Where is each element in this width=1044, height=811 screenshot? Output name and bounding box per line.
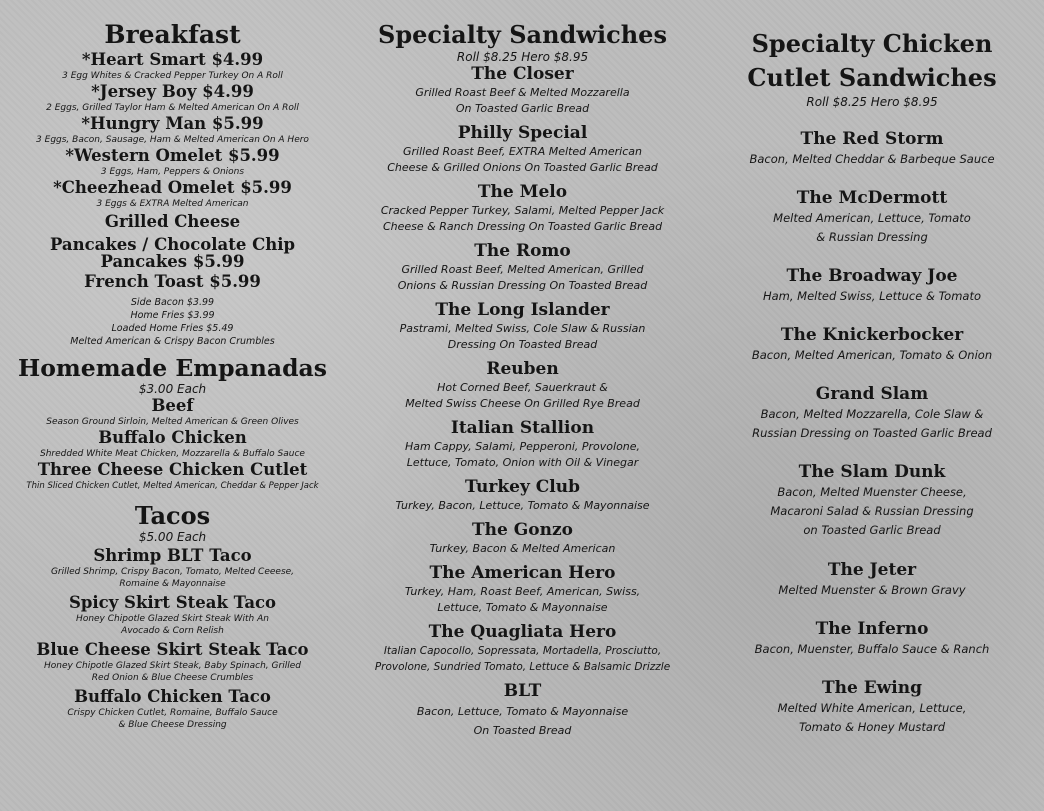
menu-item [700, 383, 1044, 443]
menu-item [0, 114, 345, 146]
item-name: *Jersey Boy $4.99 [91, 82, 254, 101]
menu-item [0, 460, 345, 492]
sandwiches-price: Roll $8.25 Hero $8.95 [456, 50, 589, 64]
sandwiches-title: Specialty Sandwiches [378, 20, 667, 49]
item-description: Thin Sliced Chicken Cutlet, Melted American, Cheddar & Pepper Jack [26, 481, 319, 491]
menu-item [0, 146, 345, 178]
menu-item [700, 128, 1044, 169]
item-name: French Toast $5.99 [84, 272, 261, 291]
item-name: The Gonzo [472, 520, 573, 540]
item-description: 3 Egg Whites & Cracked Pepper Turkey On A Roll [62, 71, 283, 81]
menu-item [0, 50, 345, 82]
menu-item [345, 563, 700, 616]
item-name: BLT [503, 681, 542, 701]
cutlets-title-line1: Specialty Chicken [751, 29, 993, 58]
item-description: Ham, Melted Swiss, Lettuce & Tomato [762, 289, 982, 303]
cutlets-price: Roll $8.25 Hero $8.95 [806, 95, 938, 109]
middle-column [345, 20, 700, 740]
breakfast-list [0, 50, 345, 348]
item-description: Season Ground Sirloin, Melted American & Green Olives [46, 417, 299, 427]
item-description: Bacon, Melted Muenster Cheese, Macaroni Salad & Russian Dressing on Toasted Garlic Bread [770, 485, 974, 537]
item-name: The Knickerbocker [780, 325, 964, 345]
tacos-list [0, 546, 345, 731]
item-name: *Hungry Man $5.99 [81, 114, 264, 133]
tacos-title: Tacos [134, 501, 211, 530]
item-name: The McDermott [796, 188, 948, 208]
menu-item [700, 677, 1044, 737]
item-name: *Cheezhead Omelet $5.99 [53, 178, 292, 197]
item-name: The Romo [474, 241, 571, 261]
item-description: Cracked Pepper Turkey, Salami, Melted Pepper Jack Cheese & Ranch Dressing On Toasted Garlic Bread [380, 204, 665, 233]
menu-item [700, 559, 1044, 600]
item-description: 3 Eggs, Bacon, Sausage, Ham & Melted American On A Hero [36, 135, 309, 145]
breakfast-title: Breakfast [104, 20, 241, 49]
menu-item [0, 428, 345, 460]
breakfast-sides [0, 296, 345, 348]
menu-item [0, 212, 345, 232]
menu-item [0, 593, 345, 637]
item-name: *Western Omelet $5.99 [65, 146, 280, 165]
right-column [700, 27, 1044, 737]
item-description: Hot Corned Beef, Sauerkraut & Melted Swiss Cheese On Grilled Rye Bread [405, 381, 640, 410]
menu-item [700, 618, 1044, 659]
item-name: Grilled Cheese [104, 212, 241, 231]
item-name: Turkey Club [464, 477, 581, 497]
item-name: Blue Cheese Skirt Steak Taco [36, 640, 309, 659]
menu-item [345, 64, 700, 117]
item-name: Beef [151, 396, 194, 415]
item-description: Melted American, Lettuce, Tomato & Russian Dressing [773, 211, 971, 244]
item-description: Pastrami, Melted Swiss, Cole Slaw & Russian Dressing On Toasted Bread [399, 322, 646, 351]
item-description: Turkey, Bacon, Lettuce, Tomato & Mayonnaise [395, 499, 650, 512]
item-description: Bacon, Muenster, Buffalo Sauce & Ranch [754, 642, 990, 656]
item-name: Pancakes $5.99 [100, 252, 245, 271]
item-name: The Red Storm [800, 129, 944, 149]
item-description: Melted White American, Lettuce, Tomato & Honey Mustard [777, 701, 967, 734]
item-name: Three Cheese Chicken Cutlet [37, 460, 308, 479]
tacos-price: $5.00 Each [138, 530, 207, 544]
menu-item [0, 178, 345, 210]
item-name: The Melo [477, 182, 568, 202]
item-name: Reuben [486, 359, 559, 379]
menu-item [0, 396, 345, 428]
item-description: Grilled Shrimp, Crispy Bacon, Tomato, Melted Ceeese, Romaine & Mayonnaise [50, 567, 295, 589]
item-name: Spicy Skirt Steak Taco [68, 593, 277, 612]
item-description: Bacon, Melted Cheddar & Barbeque Sauce [749, 152, 995, 166]
menu-item [700, 265, 1044, 306]
menu-item [345, 359, 700, 412]
item-description: Honey Chipotle Glazed Skirt Steak, Baby Spinach, Grilled Red Onion & Blue Cheese Crumbles [44, 661, 301, 683]
item-name: The Slam Dunk [798, 462, 946, 482]
menu-item [0, 236, 345, 270]
item-description: Melted Muenster & Brown Gravy [778, 583, 966, 597]
item-name: The Broadway Joe [786, 266, 958, 286]
item-description: Bacon, Melted Mozzarella, Cole Slaw & Russian Dressing on Toasted Garlic Bread [752, 407, 992, 440]
item-description: Grilled Roast Beef & Melted Mozzarella On Toasted Garlic Bread [415, 86, 630, 115]
item-name: The Jeter [827, 560, 917, 580]
item-name: The Long Islander [435, 300, 610, 320]
item-name: The Ewing [821, 678, 923, 698]
item-name: Buffalo Chicken Taco [74, 687, 271, 706]
item-description: Grilled Roast Beef, EXTRA Melted American Cheese & Grilled Onions On Toasted Garlic Bread [387, 145, 658, 174]
item-description: Shredded White Meat Chicken, Mozzarella & Buffalo Sauce [40, 449, 305, 459]
item-name: The Inferno [815, 619, 929, 639]
cutlets-list [700, 128, 1044, 737]
item-name: The American Hero [429, 563, 616, 583]
menu-item [700, 324, 1044, 365]
cutlets-title-line2: Cutlet Sandwiches [747, 63, 997, 92]
item-name: The Quagliata Hero [428, 622, 617, 642]
menu-item [700, 187, 1044, 247]
menu-item [345, 418, 700, 471]
menu-item [0, 82, 345, 114]
menu-item [345, 241, 700, 294]
menu-item [345, 520, 700, 557]
item-description: Honey Chipotle Glazed Skirt Steak With An Avocado & Corn Relish [76, 614, 269, 636]
menu-item [345, 477, 700, 514]
item-description: Turkey, Ham, Roast Beef, American, Swiss, Lettuce, Tomato & Mayonnaise [404, 585, 641, 614]
side-item: Melted American & Crispy Bacon Crumbles [70, 336, 275, 347]
left-column [0, 20, 345, 731]
side-item: Loaded Home Fries $5.49 [111, 323, 234, 334]
menu-item [345, 300, 700, 353]
item-description: 3 Eggs, Ham, Peppers & Onions [100, 167, 245, 177]
empanadas-title: Homemade Empanadas [18, 354, 327, 382]
menu-item [0, 687, 345, 731]
item-name: *Heart Smart $4.99 [81, 50, 264, 69]
menu-item [0, 272, 345, 292]
empanadas-list [0, 396, 345, 492]
item-name: Italian Stallion [450, 418, 595, 438]
item-description: Italian Capocollo, Sopressata, Mortadella, Prosciutto, Provolone, Sundried Tomato, Lettuce & Balsamic Drizzle [374, 645, 671, 673]
item-name: Philly Special [457, 123, 588, 143]
side-item: Home Fries $3.99 [130, 310, 215, 321]
item-name: Pancakes / Chocolate Chip [49, 235, 296, 254]
item-name: Grand Slam [815, 384, 929, 404]
item-name: The Closer [471, 64, 574, 84]
item-name: Buffalo Chicken [98, 428, 247, 447]
item-description: 2 Eggs, Grilled Taylor Ham & Melted American On A Roll [46, 103, 299, 113]
item-description: 3 Eggs & EXTRA Melted American [96, 199, 249, 209]
menu-item [0, 546, 345, 590]
empanadas-price: $3.00 Each [138, 382, 207, 396]
item-description: Bacon, Lettuce, Tomato & Mayonnaise On Toasted Bread [416, 705, 629, 737]
menu-item [345, 622, 700, 675]
item-name: Shrimp BLT Taco [93, 546, 252, 565]
item-description: Bacon, Melted American, Tomato & Onion [751, 348, 993, 362]
side-item: Side Bacon $3.99 [130, 297, 215, 308]
item-description: Ham Cappy, Salami, Pepperoni, Provolone, Lettuce, Tomato, Onion with Oil & Vinegar [404, 440, 641, 469]
menu-item [0, 640, 345, 684]
menu-item [345, 123, 700, 176]
menu-item [345, 182, 700, 235]
menu-item [345, 681, 700, 740]
item-description: Grilled Roast Beef, Melted American, Grilled Onions & Russian Dressing On Toasted Bread [397, 263, 648, 292]
item-description: Crispy Chicken Cutlet, Romaine, Buffalo Sauce & Blue Cheese Dressing [67, 708, 278, 730]
sandwiches-list [345, 64, 700, 740]
menu-item [700, 461, 1044, 540]
item-description: Turkey, Bacon & Melted American [429, 542, 616, 555]
